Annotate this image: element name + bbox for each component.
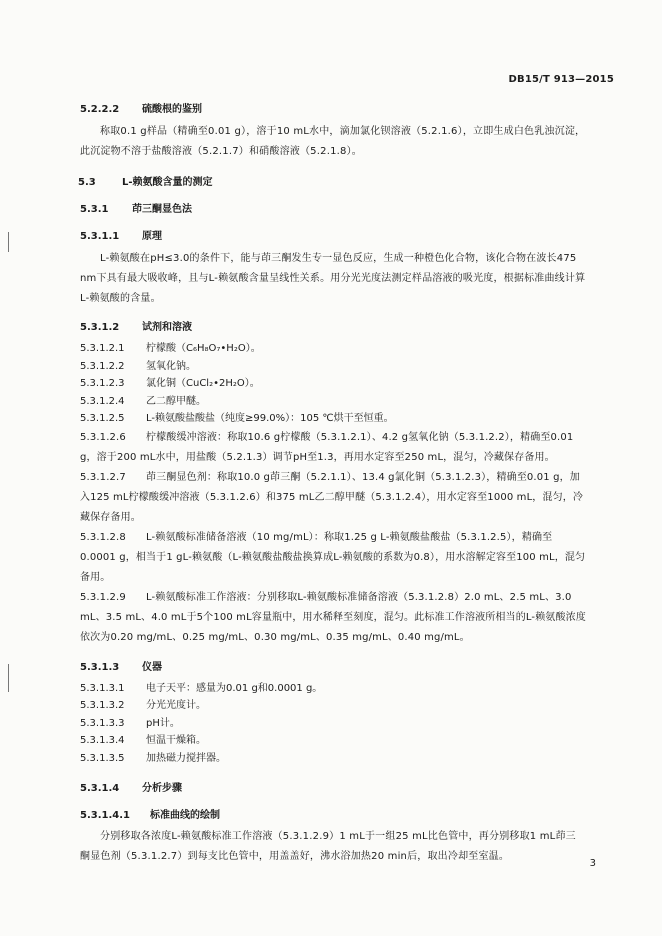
heading-5-3-1-1: 5.3.1.1 原理 (80, 231, 162, 242)
scan-margin-mark (8, 664, 9, 692)
reagent-item: 5.3.1.2.9 L-赖氨酸标准工作溶液：分别移取L-赖氨酸标准储备溶液（5.3.1.2.8）2.0 mL、2.5 mL、3.0 mL、3.5 mL、4.0 mL于5个100 mL容量瓶中，用水稀释至刻度，混匀。此标准工作溶液所相当的L-赖氨酸浓度依次为0.20 mg/mL、0.25 mg/mL、0.30 mg/mL、0.35 mg/mL、0.40 mg/mL。 (80, 591, 586, 643)
instrument-item: 5.3.1.3.3 pH计。 (80, 717, 180, 729)
heading-number: 5.2.2.2 (80, 104, 120, 115)
paragraph-standard-curve: 分别移取各浓度L-赖氨酸标准工作溶液（5.3.1.2.9）1 mL于一组25 mL比色管中，再分别移取1 mL茚三酮显色剂（5.3.1.2.7）到每支比色管中，用盖盖好，沸水浴加热20 min后，取出冷却至室温。 (80, 831, 576, 862)
reagent-list (80, 340, 586, 648)
reagent-item: 5.3.1.2.3 氯化铜（CuCl₂•2H₂O）。 (80, 378, 260, 389)
reagent-item: 5.3.1.2.5 L-赖氨酸盐酸盐（纯度≥99.0%）：105 ℃烘干至恒重。 (80, 413, 394, 424)
instrument-item: 5.3.1.3.5 加热磁力搅拌器。 (80, 752, 226, 764)
instrument-item: 5.3.1.3.1 电子天平：感量为0.01 g和0.0001 g。 (80, 682, 323, 694)
page-number: 3 (589, 858, 596, 869)
heading-5-3-1-3: 5.3.1.3 仪器 (80, 661, 162, 673)
heading-title: 硫酸根的鉴别 (142, 104, 202, 115)
instrument-item: 5.3.1.3.2 分光光度计。 (80, 700, 206, 711)
heading-5-2-2-2 (80, 100, 586, 115)
reagent-item: 5.3.1.2.4 乙二醇甲醚。 (80, 395, 206, 407)
heading-5-3-1: 5.3.1 茚三酮显色法 (80, 204, 192, 215)
heading-5-3-1-2: 5.3.1.2 试剂和溶液 (80, 322, 192, 333)
heading-5-3-1-4-1: 5.3.1.4.1 标准曲线的绘制 (80, 810, 220, 821)
reagent-item: 5.3.1.2.2 氢氧化钠。 (80, 360, 196, 372)
document-body (80, 100, 586, 867)
heading-5-3: 5.3 L-赖氨酸含量的测定 (78, 177, 213, 188)
paragraph-principle: L-赖氨酸在pH≤3.0的条件下，能与茚三酮发生专一显色反应，生成一种橙色化合物，该化合物在波长475 nm下具有最大吸收峰，且与L-赖氨酸含量呈线性关系。用分光光度法测定样品溶液的吸光度，根据标准曲线计算L-赖氨酸的含量。 (80, 253, 586, 304)
standard-code: DB15/T 913—2015 (508, 74, 614, 85)
reagent-item: 5.3.1.2.1 柠檬酸（C₆H₈O₇•H₂O）。 (80, 343, 261, 354)
instrument-list (80, 680, 586, 768)
reagent-item: 5.3.1.2.7 茚三酮显色剂：称取10.0 g茚三酮（5.2.1.1）、13.4 g氯化铜（5.3.1.2.3），精确至0.01 g，加入125 mL柠檬酸缓冲溶液（5.3.1.2.6）和375 mL乙二醇甲醚（5.3.1.2.4），用水定容至1000 mL，混匀，冷藏保存备用。 (80, 471, 584, 523)
heading-5-3-1-4: 5.3.1.4 分析步骤 (80, 783, 182, 794)
reagent-item: 5.3.1.2.8 L-赖氨酸标准储备溶液（10 mg/mL）：称取1.25 g L-赖氨酸盐酸盐（5.3.1.2.5），精确至0.0001 g，相当于1 gL-赖氨酸（L-赖氨酸盐酸盐换算成L-赖氨酸的系数为0.8），用水溶解定容至100 mL，混匀备用。 (80, 531, 586, 583)
reagent-item: 5.3.1.2.6 柠檬酸缓冲溶液：称取10.6 g柠檬酸（5.3.1.2.1）、4.2 g氢氧化钠（5.3.1.2.2），精确至0.01 g，溶于200 mL水中，用盐酸（5.2.1.3）调节pH至1.3，再用水定容至250 mL，混匀，冷藏保存备用。 (80, 431, 574, 463)
scan-margin-mark (8, 232, 9, 252)
paragraph-sulfate: 称取0.1 g样品（精确至0.01 g），溶于10 mL水中，滴加氯化钡溶液（5.2.1.6），立即生成白色乳浊沉淀，此沉淀物不溶于盐酸溶液（5.2.1.7）和硝酸溶液（5.2.1.8）。 (80, 126, 586, 157)
instrument-item: 5.3.1.3.4 恒温干燥箱。 (80, 735, 206, 746)
